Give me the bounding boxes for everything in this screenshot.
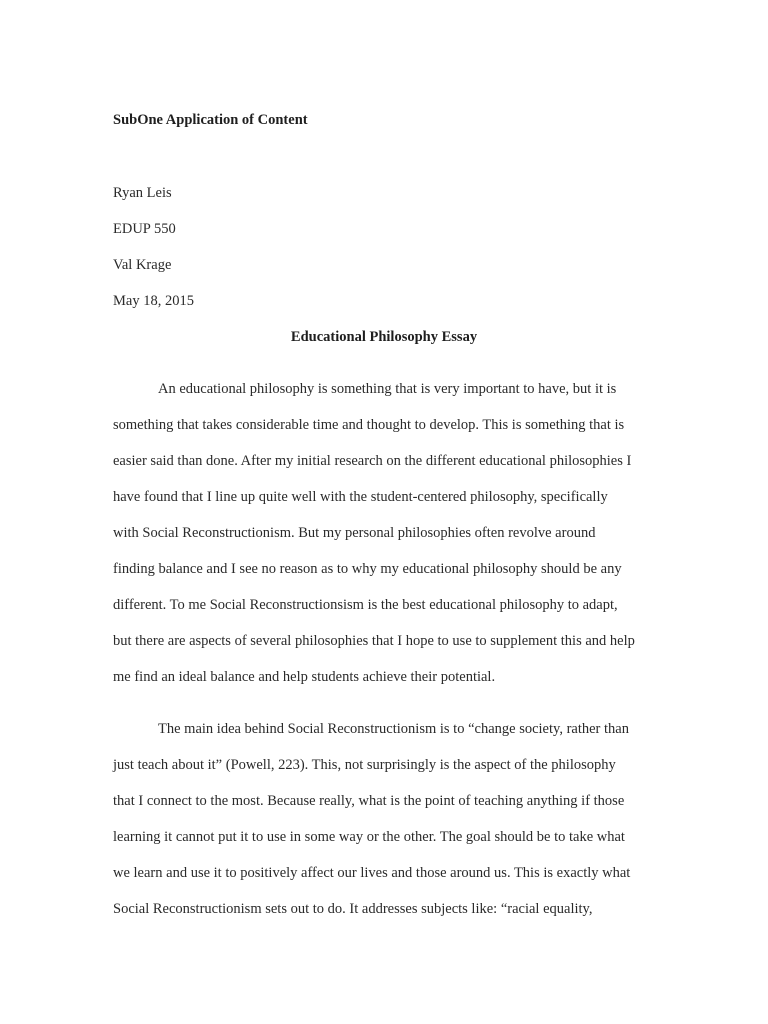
paragraph-line: that I connect to the most. Because really, what is the point of teaching anything if those	[113, 793, 625, 809]
paragraph-line: finding balance and I see no reason as to why my educational philosophy should be any	[113, 561, 622, 577]
document-date: May 18, 2015	[113, 293, 194, 309]
course-code: EDUP 550	[113, 221, 176, 237]
essay-title: Educational Philosophy Essay	[290, 329, 478, 345]
paragraph-line: just teach about it” (Powell, 223). This, not surprisingly is the aspect of the philosophy	[113, 757, 616, 773]
paragraph-line: have found that I line up quite well with the student-centered philosophy, specifically	[113, 489, 608, 505]
paragraph-line: something that takes considerable time and thought to develop. This is something that is	[113, 417, 625, 433]
paragraph-1	[113, 371, 658, 695]
paragraph-line: different. To me Social Reconstructionsism is the best educational philosophy to adapt,	[113, 597, 618, 613]
paragraph-line: but there are aspects of several philosophies that I hope to use to supplement this and help	[113, 633, 635, 649]
author-name: Ryan Leis	[113, 185, 172, 201]
paragraph-line: The main idea behind Social Reconstructionism is to “change society, rather than	[158, 721, 629, 737]
instructor-name: Val Krage	[113, 257, 172, 273]
paragraph-2	[113, 711, 658, 927]
paragraph-line: me find an ideal balance and help students achieve their potential.	[113, 669, 496, 685]
paragraph-line: learning it cannot put it to use in some way or the other. The goal should be to take what	[113, 829, 625, 845]
document-heading: SubOne Application of Content	[113, 112, 308, 128]
paragraph-line: easier said than done. After my initial research on the different educational philosophies I	[113, 453, 632, 469]
paragraph-line: with Social Reconstructionism. But my personal philosophies often revolve around	[113, 525, 596, 541]
paragraph-line: An educational philosophy is something that is very important to have, but it is	[158, 381, 617, 397]
paragraph-line: we learn and use it to positively affect our lives and those around us. This is exactly what	[113, 865, 631, 881]
paragraph-line: Social Reconstructionism sets out to do. It addresses subjects like: “racial equality,	[113, 901, 593, 917]
